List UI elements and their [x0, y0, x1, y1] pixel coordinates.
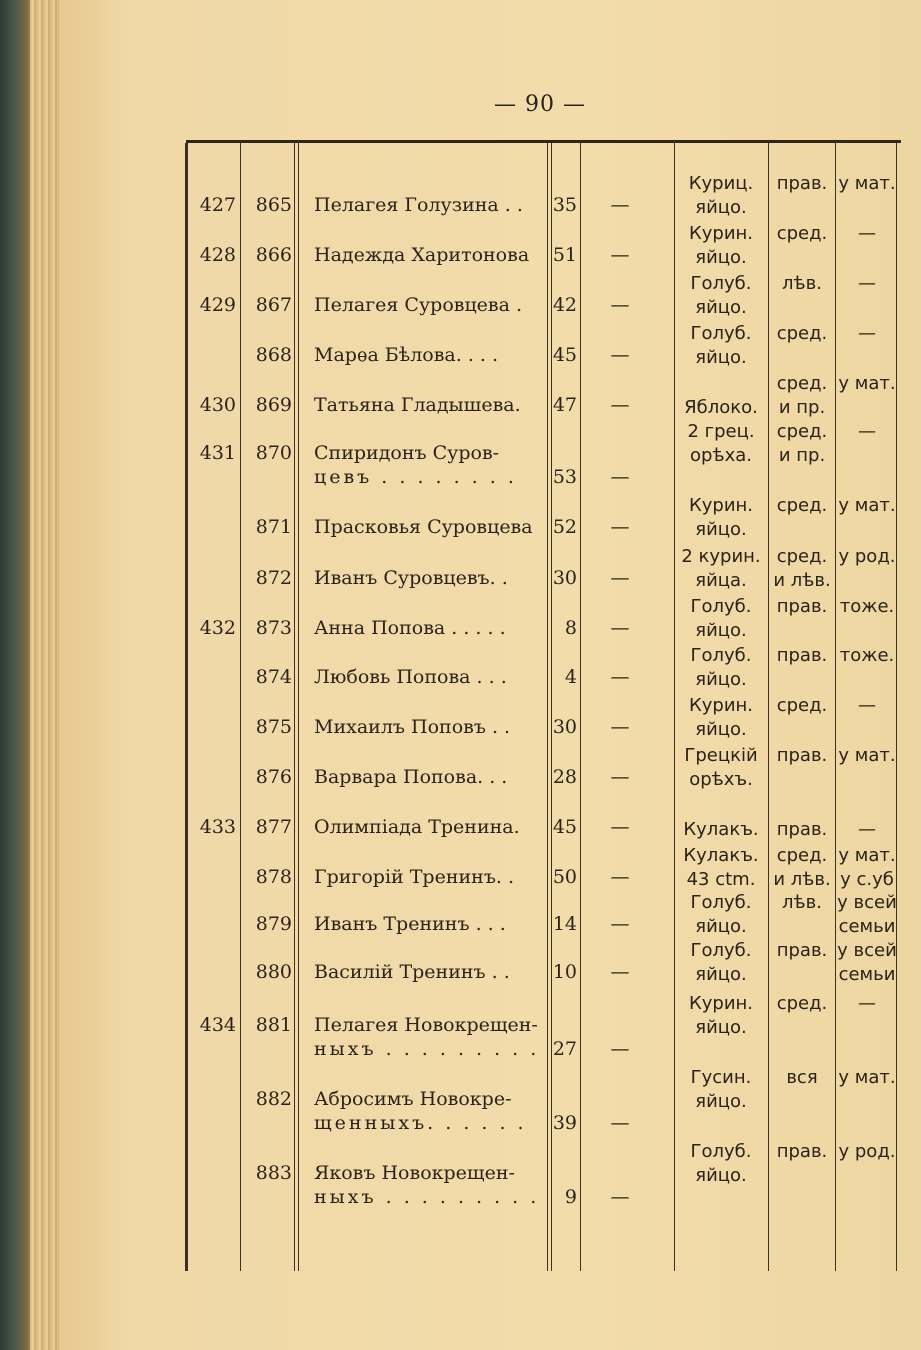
side-line1: сред.: [776, 546, 828, 567]
entry-number: 868: [255, 344, 292, 366]
side-line1: сред.: [776, 993, 828, 1014]
heredity-line1: —: [858, 695, 876, 716]
side-line1: сред.: [776, 373, 828, 394]
heredity-line1: у мат.: [838, 845, 896, 866]
family-number: 429: [199, 294, 236, 316]
object-line2: яйцо.: [695, 1165, 747, 1186]
object-line2: яйцо.: [695, 297, 747, 318]
age: 14: [552, 913, 577, 935]
dash-mark: —: [610, 567, 630, 589]
person-name-cont: ныхъ . . . . . . . . .: [314, 1186, 540, 1208]
object-line1: Голуб.: [690, 940, 752, 961]
age: 47: [552, 394, 577, 416]
side-line1: сред.: [776, 421, 828, 442]
person-name: Иванъ Тренинъ . . .: [314, 913, 506, 935]
age: 28: [552, 766, 577, 788]
object-line2: яйцо.: [695, 519, 747, 540]
column-divider: [298, 143, 299, 1271]
heredity-line1: —: [858, 223, 876, 244]
object-line1: Голуб.: [690, 596, 752, 617]
heredity-line1: тоже.: [839, 645, 895, 666]
object-line2: Кулакъ.: [683, 819, 759, 840]
person-name-cont: щенныхъ. . . . . .: [314, 1112, 527, 1134]
object-line1: Курин.: [688, 695, 754, 716]
age: 51: [552, 244, 577, 266]
person-name: Пелагея Суровцева .: [314, 294, 523, 316]
age: 39: [552, 1112, 577, 1134]
age: 45: [552, 344, 577, 366]
dash-mark: —: [610, 666, 630, 688]
object-line2: яйцо.: [695, 916, 747, 937]
side-line1: сред.: [776, 223, 828, 244]
age: 42: [552, 294, 577, 316]
entry-number: 866: [255, 244, 292, 266]
family-number: 430: [199, 394, 236, 416]
side-line1: прав.: [776, 645, 828, 666]
heredity-line2: семьи: [838, 916, 896, 937]
entry-number: 865: [255, 194, 292, 216]
person-name: Василій Тренинъ . .: [314, 961, 510, 983]
side-line1: прав.: [776, 173, 828, 194]
age: 45: [552, 816, 577, 838]
heredity-line1: —: [858, 421, 876, 442]
entry-number: 882: [255, 1088, 292, 1110]
side-line1: сред.: [776, 323, 828, 344]
side-line1: прав.: [776, 745, 828, 766]
family-number: 433: [199, 816, 236, 838]
person-name: Пелагея Новокрещен-: [314, 1014, 538, 1036]
entry-number: 875: [255, 716, 292, 738]
dash-mark: —: [610, 716, 630, 738]
heredity-line1: у род.: [838, 546, 896, 567]
object-line1: Грецкій: [684, 745, 758, 766]
heredity-line1: —: [858, 993, 876, 1014]
side-line1: прав.: [776, 596, 828, 617]
dash-mark: —: [610, 816, 630, 838]
person-name: Пелагея Голузина . .: [314, 194, 523, 216]
person-name: Варвара Попова. . .: [314, 766, 508, 788]
side-line1: прав.: [776, 1141, 828, 1162]
heredity-line2: у с.уб: [840, 869, 894, 890]
object-line2: яйцо.: [695, 247, 747, 268]
person-name: Олимпіада Тренина.: [314, 816, 520, 838]
heredity-line1: у мат.: [838, 745, 896, 766]
person-name: Прасковья Суровцева: [314, 516, 533, 538]
dash-mark: —: [610, 344, 630, 366]
object-line2: яйцо.: [695, 197, 747, 218]
column-divider: [547, 143, 548, 1271]
heredity-line1: у мат.: [838, 1067, 896, 1088]
side-line2: и лѣв.: [773, 570, 831, 591]
entry-number: 870: [255, 442, 292, 464]
entry-number: 883: [255, 1162, 292, 1184]
dash-mark: —: [610, 766, 630, 788]
age: 30: [552, 716, 577, 738]
dash-mark: —: [610, 394, 630, 416]
person-name: Любовь Попова . . .: [314, 666, 507, 688]
dash-mark: —: [610, 866, 630, 888]
book-spine: [0, 0, 34, 1350]
family-number: 434: [199, 1014, 236, 1036]
side-line1: сред.: [776, 845, 828, 866]
person-name: Михаилъ Поповъ . .: [314, 716, 511, 738]
age: 10: [552, 961, 577, 983]
age: 50: [552, 866, 577, 888]
object-line2: яйцо.: [695, 347, 747, 368]
heredity-line1: у всей: [837, 892, 897, 913]
heredity-line2: —: [858, 819, 876, 840]
side-line1: лѣв.: [782, 273, 822, 294]
age: 53: [552, 466, 577, 488]
entry-number: 871: [255, 516, 292, 538]
side-line1: сред.: [776, 495, 828, 516]
object-line2: яйцо.: [695, 669, 747, 690]
person-name: Марѳа Бѣлова. . . .: [314, 344, 499, 366]
object-line2: яйцо.: [695, 719, 747, 740]
entry-number: 878: [255, 866, 292, 888]
entry-number: 881: [255, 1014, 292, 1036]
heredity-line1: у мат.: [838, 373, 896, 394]
person-name: Григорій Тренинъ. .: [314, 866, 515, 888]
side-line1: лѣв.: [782, 892, 822, 913]
person-name: Татьяна Гладышева.: [314, 394, 521, 416]
side-line2: и лѣв.: [773, 869, 831, 890]
object-line2: яйцо.: [695, 1091, 747, 1112]
age: 27: [552, 1038, 577, 1060]
age: 4: [564, 666, 577, 688]
heredity-line2: семьи: [838, 964, 896, 985]
object-line1: Голуб.: [690, 892, 752, 913]
object-line1: 2 курин.: [681, 546, 761, 567]
heredity-line1: —: [858, 323, 876, 344]
heredity-line1: у всей: [837, 940, 897, 961]
age: 9: [564, 1186, 577, 1208]
side-line2: прав.: [776, 819, 828, 840]
family-number: 431: [199, 442, 236, 464]
side-line1: сред.: [776, 695, 828, 716]
heredity-line1: у род.: [838, 1141, 896, 1162]
age: 35: [552, 194, 577, 216]
object-line1: Гусин.: [690, 1067, 752, 1088]
age: 52: [552, 516, 577, 538]
dash-mark: —: [610, 1186, 630, 1208]
object-line2: яйцо.: [695, 964, 747, 985]
object-line1: 2 грец.: [687, 421, 755, 442]
entry-number: 873: [255, 617, 292, 639]
dash-mark: —: [610, 1038, 630, 1060]
family-number: 428: [199, 244, 236, 266]
object-line2: яйца.: [695, 570, 747, 591]
object-line2: орѣха.: [690, 445, 752, 466]
dash-mark: —: [610, 244, 630, 266]
heredity-line1: тоже.: [839, 596, 895, 617]
age: 30: [552, 567, 577, 589]
person-name: Анна Попова . . . . .: [314, 617, 506, 639]
object-line1: Курин.: [688, 993, 754, 1014]
heredity-line1: —: [858, 273, 876, 294]
heredity-line1: у мат.: [838, 495, 896, 516]
dash-mark: —: [610, 1112, 630, 1134]
entry-number: 876: [255, 766, 292, 788]
entry-number: 874: [255, 666, 292, 688]
dash-mark: —: [610, 913, 630, 935]
person-name-cont: ныхъ . . . . . . . . .: [314, 1038, 540, 1060]
column-divider: [580, 143, 581, 1271]
entry-number: 879: [255, 913, 292, 935]
person-name: Иванъ Суровцевъ. .: [314, 567, 508, 589]
heredity-line1: у мат.: [838, 173, 896, 194]
dash-mark: —: [610, 466, 630, 488]
object-line1: Голуб.: [690, 323, 752, 344]
entry-number: 880: [255, 961, 292, 983]
object-line1: Кулакъ.: [683, 845, 759, 866]
object-line1: Голуб.: [690, 1141, 752, 1162]
family-number: 432: [199, 617, 236, 639]
dash-mark: —: [610, 294, 630, 316]
person-name: Абросимъ Новокре-: [314, 1088, 512, 1110]
object-line2: Яблоко.: [684, 397, 758, 418]
object-line2: орѣхъ.: [689, 769, 753, 790]
dash-mark: —: [610, 194, 630, 216]
object-line2: яйцо.: [695, 1017, 747, 1038]
side-line2: и пр.: [778, 445, 826, 466]
page-number: — 90 —: [494, 92, 586, 117]
side-line1: вся: [786, 1067, 818, 1088]
side-line2: и пр.: [778, 397, 826, 418]
object-line1: Голуб.: [690, 273, 752, 294]
column-divider: [294, 143, 295, 1271]
person-name: Спиридонъ Суров-: [314, 442, 500, 464]
object-line1: Курин.: [688, 223, 754, 244]
age: 8: [564, 617, 577, 639]
object-line2: 43 ctm.: [686, 869, 756, 890]
entry-number: 867: [255, 294, 292, 316]
object-line1: Куриц.: [688, 173, 754, 194]
dash-mark: —: [610, 961, 630, 983]
entry-number: 869: [255, 394, 292, 416]
person-name: Яковъ Новокрещен-: [314, 1162, 515, 1184]
person-name: Надежда Харитонова: [314, 244, 530, 266]
entry-number: 872: [255, 567, 292, 589]
family-number: 427: [199, 194, 236, 216]
object-line2: яйцо.: [695, 620, 747, 641]
dash-mark: —: [610, 516, 630, 538]
side-line1: прав.: [776, 940, 828, 961]
object-line1: Курин.: [688, 495, 754, 516]
entry-number: 877: [255, 816, 292, 838]
object-line1: Голуб.: [690, 645, 752, 666]
person-name-cont: цевъ . . . . . . . .: [314, 466, 517, 488]
dash-mark: —: [610, 617, 630, 639]
